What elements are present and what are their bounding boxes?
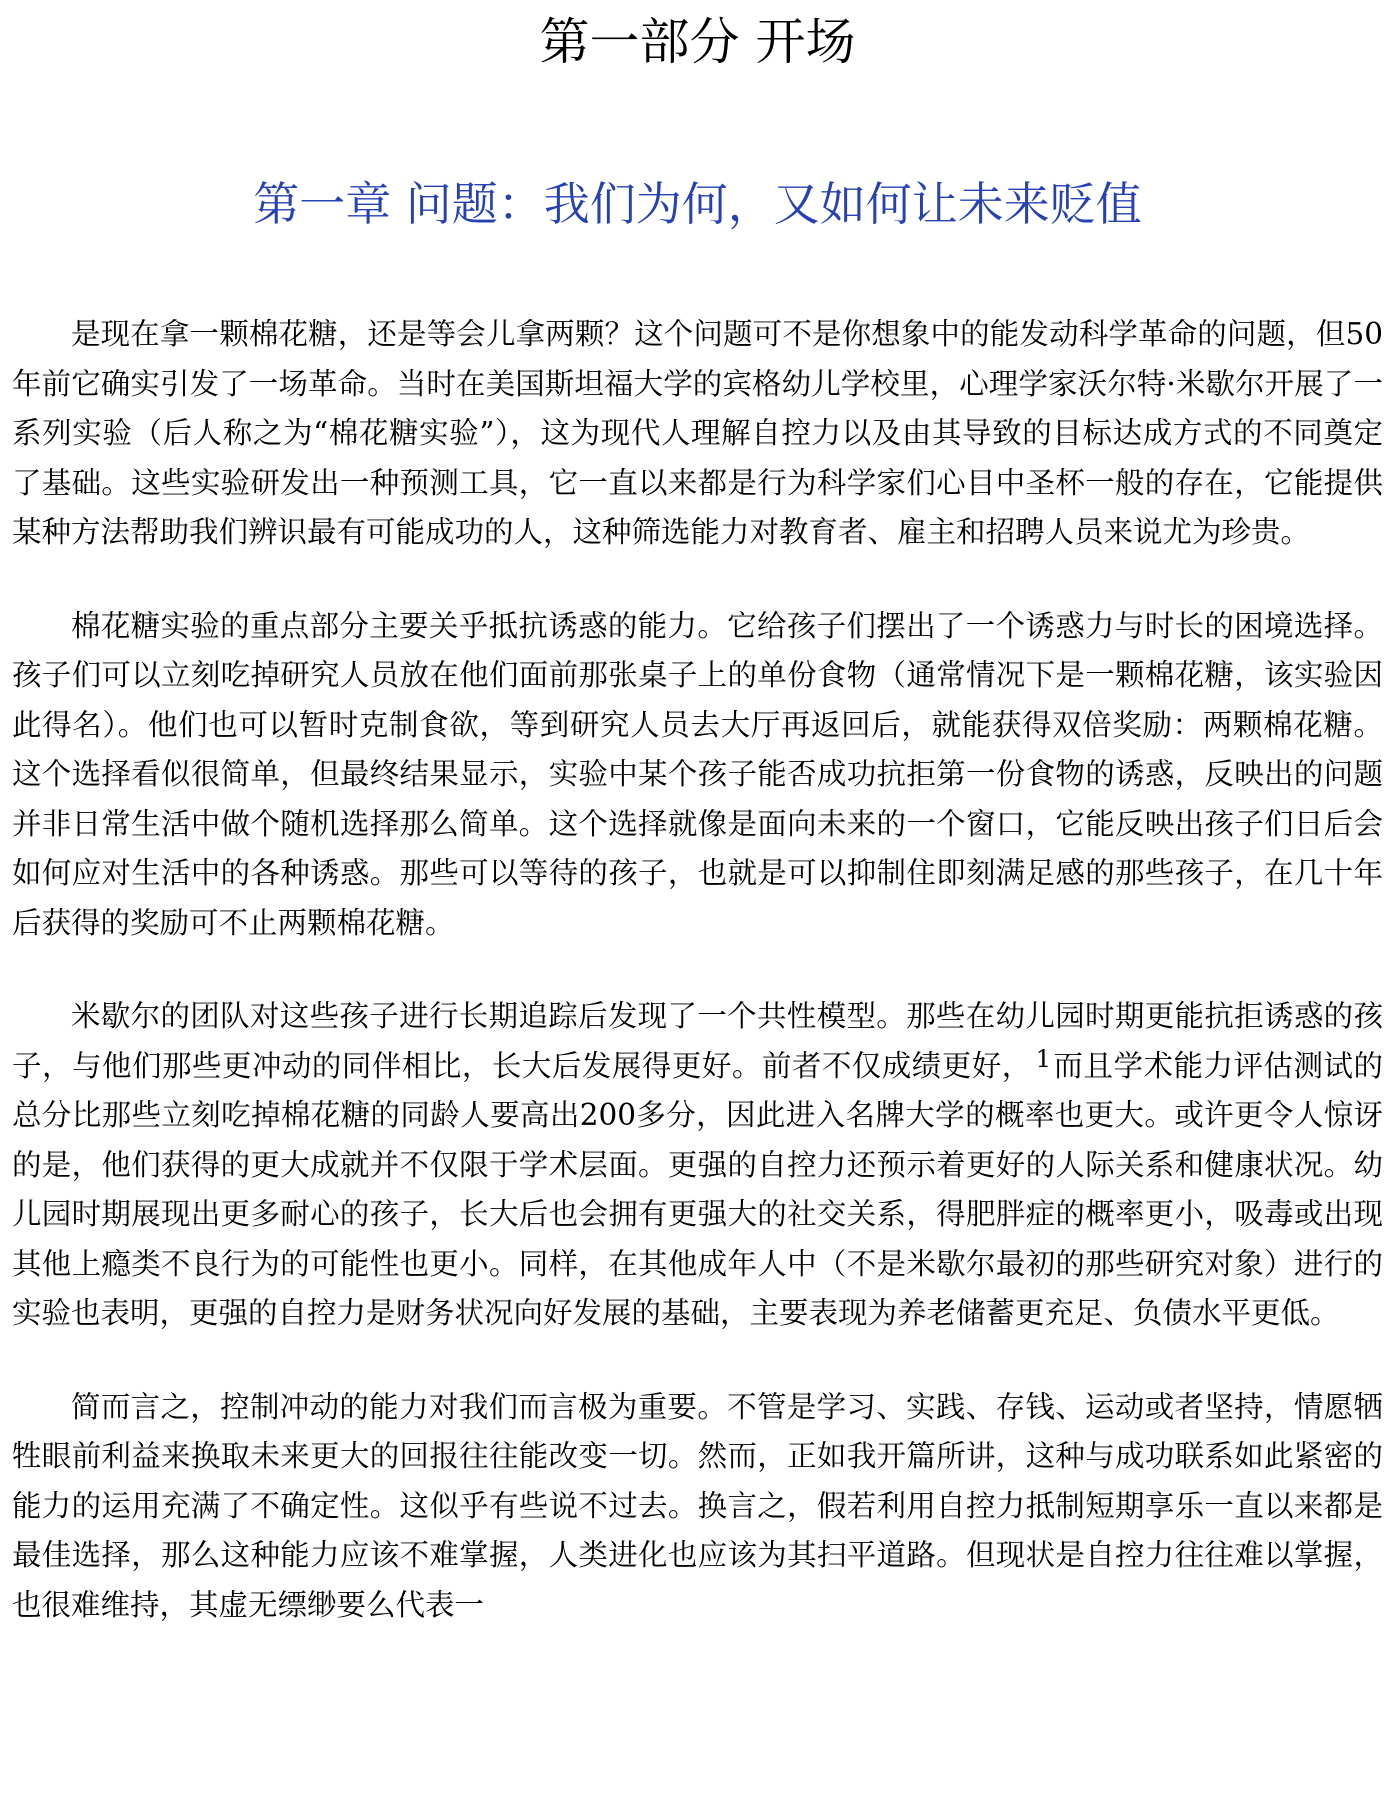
paragraph-2: 棉花糖实验的重点部分主要关乎抵抗诱惑的能力。它给孩子们摆出了一个诱惑力与时长的困境选择。孩子们可以立刻吃掉研究人员放在他们面前那张桌子上的单份食物（通常情况下是一颗棉花糖，该实验因此得名）。他们也可以暂时克制食欲，等到研究人员去大厅再返回后，就能获得双倍奖励：两颗棉花糖。这个选择看似很简单，但最终结果显示，实验中某个孩子能否成功抗拒第一份食物的诱惑，反映出的问题并非日常生活中做个随机选择那么简单。这个选择就像是面向未来的一个窗口，它能反映出孩子们日后会如何应对生活中的各种诱惑。那些可以等待的孩子，也就是可以抑制住即刻满足感的那些孩子，在几十年后获得的奖励可不止两颗棉花糖。: [12, 608, 1383, 940]
paragraph-4: 简而言之，控制冲动的能力对我们而言极为重要。不管是学习、实践、存钱、运动或者坚持，情愿牺牲眼前利益来换取未来更大的回报往往能改变一切。然而，正如我开篇所讲，这种与成功联系如此紧密的能力的运用充满了不确定性。这似乎有些说不过去。换言之，假若利用自控力抵制短期享乐一直以来都是最佳选择，那么这种能力应该不难掌握，人类进化也应该为其扫平道路。但现状是自控力往往难以掌握，也很难维持，其虚无缥缈要么代表一: [12, 1389, 1383, 1622]
chapter-title: 第一章 问题：我们为何，又如何让未来贬值: [253, 177, 1142, 231]
paragraph-1: 是现在拿一颗棉花糖，还是等会儿拿两颗？这个问题可不是你想象中的能发动科学革命的问题，但50年前它确实引发了一场革命。当时在美国斯坦福大学的宾格幼儿学校里，心理学家沃尔特·米歇尔开展了一系列实验（后人称之为“棉花糖实验”），这为现代人理解自控力以及由其导致的目标达成方式的不同奠定了基础。这些实验研发出一种预测工具，它一直以来都是行为科学家们心目中圣杯一般的存在，它能提供某种方法帮助我们辨识最有可能成功的人，这种筛选能力对教育者、雇主和招聘人员来说尤为珍贵。: [12, 317, 1383, 549]
body-text: [12, 310, 1383, 1630]
footnote-reference-1[interactable]: 1: [1035, 1044, 1052, 1073]
part-title: 第一部分 开场: [539, 13, 856, 71]
paragraph-3-text-after: 而且学术能力评估测试的总分比那些立刻吃掉棉花糖的同龄人要高出200多分，因此进入名牌大学的概率也更大。或许更令人惊讶的是，他们获得的更大成就并不仅限于学术层面。更强的自控力还预示着更好的人际关系和健康状况。幼儿园时期展现出更多耐心的孩子，长大后也会拥有更强大的社交关系，得肥胖症的概率更小，吸毒或出现其他上瘾类不良行为的可能性也更小。同样，在其他成年人中（不是米歇尔最初的那些研究对象）进行的实验也表明，更强的自控力是财务状况向好发展的基础，主要表现为养老储蓄更充足、负债水平更低。: [12, 1048, 1383, 1330]
paragraph-3-text-before: 米歇尔的团队对这些孩子进行长期追踪后发现了一个共性模型。那些在幼儿园时期更能抗拒诱惑的孩子，与他们那些更冲动的同伴相比，长大后发展得更好。前者不仅成绩更好，: [12, 999, 1383, 1083]
paragraph-3: [12, 992, 1383, 1339]
